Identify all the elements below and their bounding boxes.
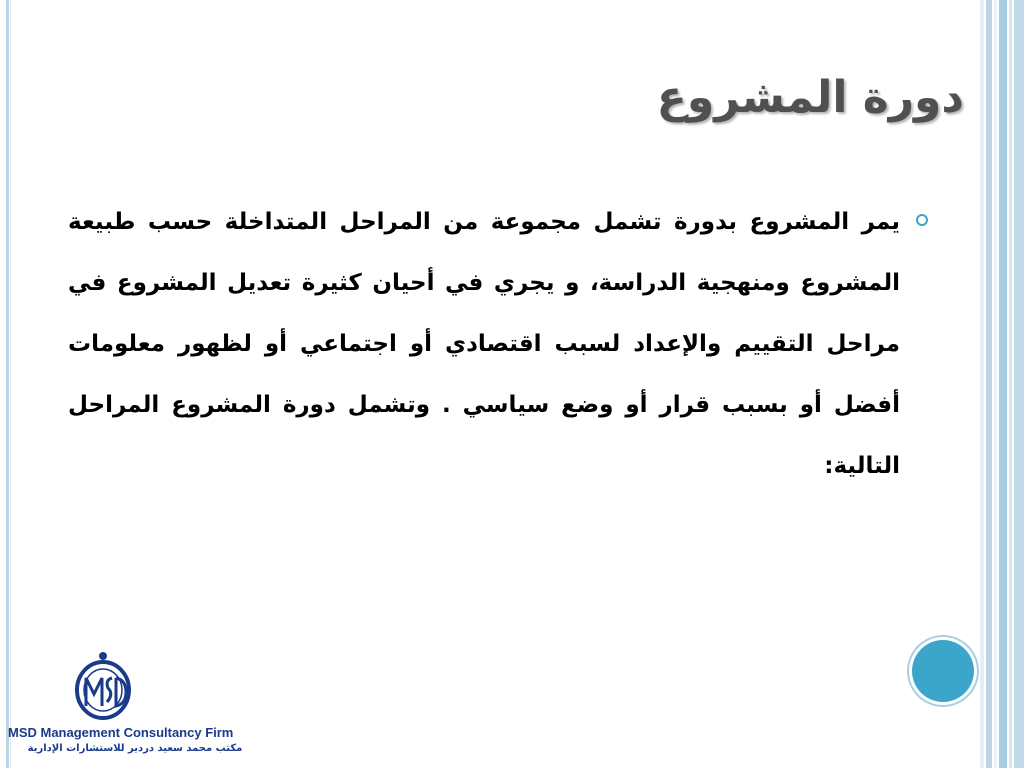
stripe — [986, 0, 992, 768]
firm-name-arabic: مكتب محمد سعيد دردير للاستشارات الإدارية — [27, 743, 243, 754]
bullet-list — [68, 192, 928, 512]
msd-logo — [72, 648, 134, 722]
stripe — [980, 0, 984, 768]
stripe — [994, 0, 997, 768]
msd-logo-icon — [72, 648, 134, 722]
stripe — [999, 0, 1007, 768]
right-decorative-stripes — [980, 0, 1024, 768]
left-border-line — [6, 0, 9, 768]
stripe — [1014, 0, 1024, 768]
firm-name-english: MSD Management Consultancy Firm — [8, 725, 234, 740]
slide-title: دورة المشروع — [656, 72, 964, 123]
decorative-circle — [912, 640, 974, 702]
bullet-text: يمر المشروع بدورة تشمل مجموعة من المراحل المتداخلة حسب طبيعة المشروع ومنهجية الدراسة، و يجري في أحيان كثيرة تعديل المشروع في مراحل التقييم والإعداد لسبب اقتصادي أو اجتماعي أو لظهور معلومات أفضل أو بسبب قرار أو وضع سياسي . وتشمل دورة المشروع المراحل التالية: — [68, 209, 900, 479]
bullet-circle-icon — [916, 214, 928, 226]
stripe — [1009, 0, 1012, 768]
left-border-line-inner — [10, 0, 11, 768]
